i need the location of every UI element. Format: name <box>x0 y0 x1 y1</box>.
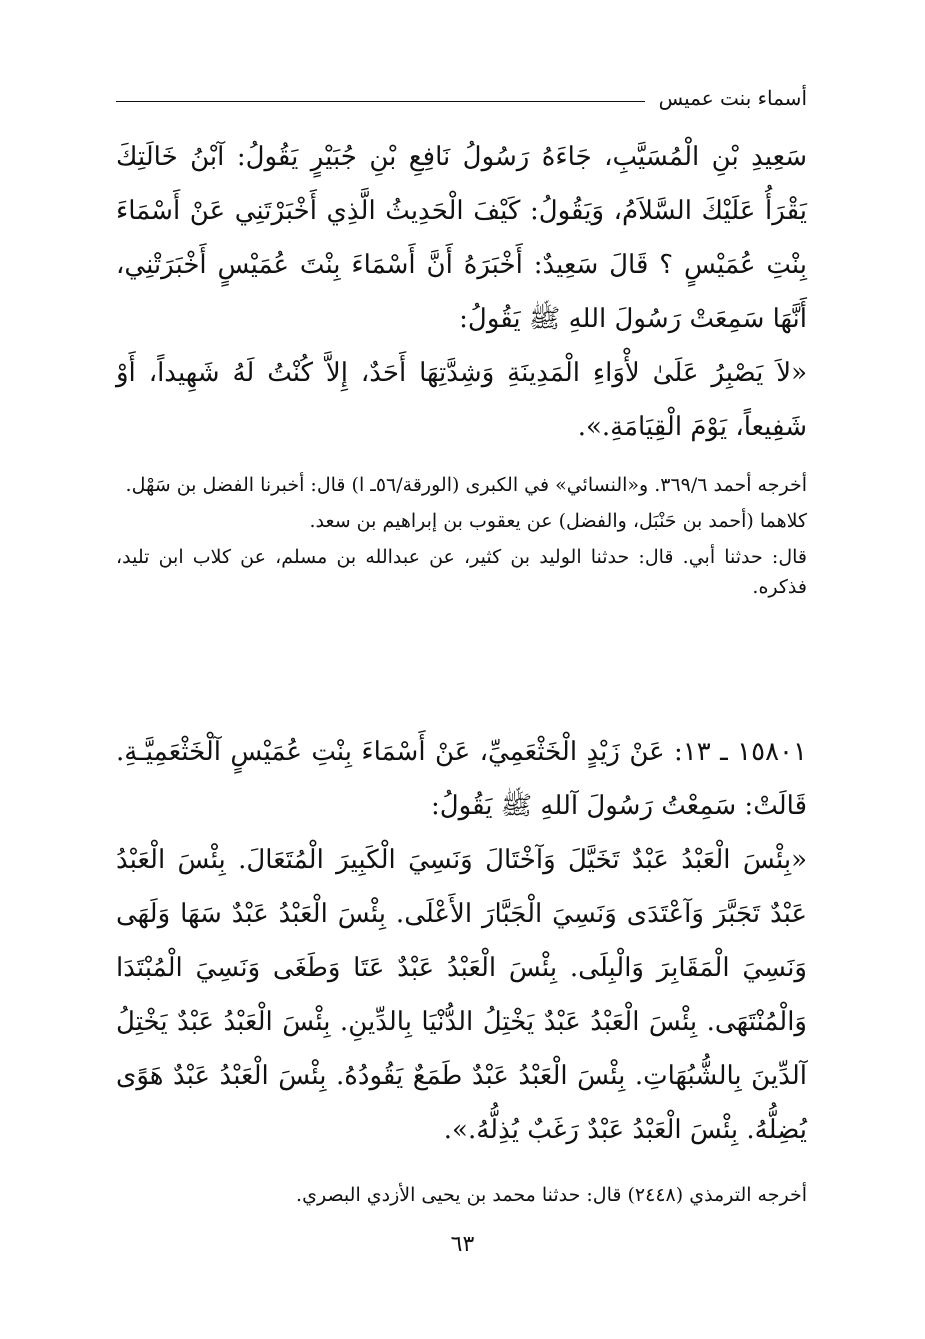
takhrij-note: أخرجه الترمذي (٢٤٤٨) قال: حدثنا محمد بن يحيى الأزدي البصري. <box>296 1184 807 1206</box>
hadith-text-2 <box>116 725 807 1157</box>
header-rule <box>116 101 645 102</box>
takhrij-note: قال: حدثنا أبي. قال: حدثنا الوليد بن كثير، عن عبدالله بن مسلم، عن كلاب ابن تليد، فذكره. <box>116 546 807 598</box>
hadith-paragraph: سَعِيدِ بْنِ الْمُسَيَّبِ، جَاءَهُ رَسُولُ نَافِعِ بْنِ جُبَيْرٍ يَقُولُ: آبْنُ خَالَتِكَ يَقْرَأُ عَلَيْكَ السَّلاَمُ، وَيَقُولُ: كَيْفَ الْحَدِيثُ الَّذِي أَخْبَرْتَنِي عَنْ أَسْمَاءَ بِنْتِ عُمَيْسٍ ؟ قَالَ سَعِيدٌ: أَخْبَرَهُ أَنَّ أَسْمَاءَ بِنْتَ عُمَيْسٍ أَخْبَرَتْنِي، أَنَّهَا سَمِعَتْ رَسُولَ اللهِ ﷺ يَقُولُ: <box>116 142 807 334</box>
hadith-quote: «بِئْسَ الْعَبْدُ عَبْدٌ تَخَيَّلَ وَآخْتَالَ وَنَسِيَ الْكَبِيرَ الْمُتَعَالَ. بِئْسَ الْعَبْدُ عَبْدٌ تَجَبَّرَ وَآعْتَدَى وَنَسِيَ الْجَبَّارَ الأَعْلَى. بِئْسَ الْعَبْدُ عَبْدٌ سَهَا وَلَهَى وَنَسِيَ الْمَقَابِرَ وَالْبِلَى. بِئْسَ الْعَبْدُ عَبْدٌ عَتَا وَطَغَى وَنَسِيَ الْمُبْتَدَا وَالْمُنْتَهَى. بِئْسَ الْعَبْدُ عَبْدٌ يَخْتِلُ الدُّنْيَا بِالدِّينِ. بِئْسَ الْعَبْدُ عَبْدٌ يَخْتِلُ آلدِّينَ بِالشُّبُهَاتِ. بِئْسَ الْعَبْدُ عَبْدٌ طَمَعٌ يَقُودُهُ. بِئْسَ الْعَبْدُ عَبْدٌ هَوًى يُضِلُّهُ. بِئْسَ الْعَبْدُ عَبْدٌ رَغَبٌ يُذِلُّهُ.». <box>116 845 807 1145</box>
running-header <box>116 86 807 110</box>
hadith-quote: «لاَ يَصْبِرُ عَلَىٰ لأْوَاءِ الْمَدِينَةِ وَشِدَّتِهَا أَحَدٌ، إِلاَّ كُنْتُ لَهُ شَهِيداً، أَوْ شَفِيعاً، يَوْمَ الْقِيَامَةِ.». <box>116 358 807 442</box>
running-header-title: أسماء بنت عميس <box>658 86 807 110</box>
hadith-text-1 <box>116 130 807 454</box>
hadith-paragraph: ١٥٨٠١ ـ ١٣: عَنْ زَيْدٍ الْخَثْعَمِيِّ، عَنْ أَسْمَاءَ بِنْتِ عُمَيْسٍ آلْخَثْعَمِيَّـةِ. قَالَتْ: سَمِعْتُ رَسُولَ آللهِ ﷺ يَقُولُ: <box>116 737 807 821</box>
page-number: ٦٣ <box>450 1232 475 1257</box>
takhrij-notes-2 <box>116 1180 807 1216</box>
takhrij-note: كلاهما (أحمد بن حَنْبَل، والفضل) عن يعقوب بن إبراهيم بن سعد. <box>309 510 807 532</box>
takhrij-note: أخرجه أحمد ٣٦٩/٦. و«النسائي» في الكبرى (الورقة/٥٦ـ ا) قال: أخبرنا الفضل بن سَهْل. <box>125 474 807 496</box>
takhrij-notes-1 <box>116 470 807 608</box>
